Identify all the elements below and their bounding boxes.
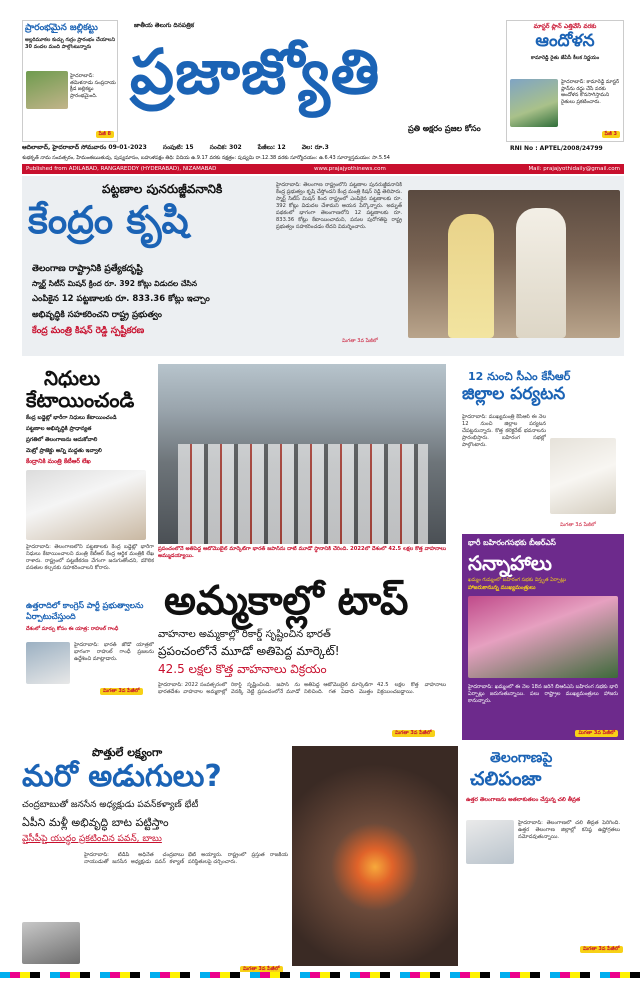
lead-deck-3: అభివృద్ధికి సహకరించని రాష్ట్ర ప్రభుత్వం: [32, 310, 162, 320]
cold-headline-2: చలిపంజా: [470, 768, 542, 790]
masthead-title: ప్రజాజ్యోతి: [130, 35, 381, 108]
left-teaser-subhead: అల్లరిమూకల కుచ్చు గుర్రం ప్రారంభం చేయాలని 30 వందల మంది పాల్గొంటున్నారు: [25, 37, 115, 50]
cold-photo: [292, 746, 458, 966]
auto-deck-2: ప్రపంచంలోనే మూడో అతిపెద్ద మార్కెట్!: [158, 644, 340, 658]
published-bar: [22, 164, 624, 174]
ktr-headline-2: కేటాయించండి: [26, 388, 135, 412]
left-teaser-photo: [26, 71, 68, 109]
ktr-subhead-0: కేంద్ర బడ్జెట్లో భారీగా నిధులు కేటాయించండి: [26, 415, 117, 421]
cold-headline-1: తెలంగాణపై: [490, 750, 553, 766]
website[interactable]: www.prajajyothinews.com: [314, 166, 386, 172]
cm-photo: [550, 438, 616, 514]
registration-strip: [0, 972, 640, 978]
lead-kicker: పట్టణాల పునరుజ్జీవనానికి: [102, 182, 223, 196]
congress-headline: ఉత్తరాదిలో కాంగ్రెస్ పార్టీ ప్రభుత్వాలను ఏర్పాటుచేస్తుంది: [26, 601, 144, 621]
auto-deck-1: వాహనాల అమ్మకాల్లో రికార్డ్ సృష్టించిన భారత్: [158, 629, 331, 640]
ktr-headline-1: నిధులు: [44, 366, 101, 390]
lead-photo: [408, 190, 620, 338]
dateline-bar: [22, 144, 506, 154]
congress-body: హైదరాబాద్: భారత్ జోడో యాత్రలో భాగంగా రాహుల్ గాంధీ ప్రజలను ఉద్దేశించి మాట్లాడారు.: [74, 642, 154, 662]
lead-body: హైదరాబాద్: తెలంగాణ రాష్ట్రంలోని పట్టణాల పునరుజ్జీవనానికి కేంద్ర ప్రభుత్వం కృషి చేస్తోందని కేంద్ర మంత్రి కిషన్ రెడ్డి తెలిపారు. స్మార్ట్ సిటీస్ మిషన్ కింద రాష్ట్రంలో ఎంపికైన పట్టణాలకు రూ. 392 కోట్లు విడుదల చేశామని ఆయన పేర్కొన్నారు. అమృత్ పథకంలో భాగంగా తెలంగాణలోని 12 పట్టణాలకు రూ. 833.36 కోట్లు కేటాయించామని, పనుల పురోగతిపై రాష్ట్ర ప్రభుత్వం సహకరించడం లేదని విమర్శించారు.: [276, 182, 402, 230]
right-teaser[interactable]: [506, 20, 624, 142]
person-left: [448, 214, 494, 338]
alliance-deck-3: వైసీపీపై యుద్ధం ప్రకటించిన పవన్, బాబు: [22, 834, 162, 844]
cm-body: హైదరాబాద్: ముఖ్యమంత్రి కేసీఆర్ ఈ నెల 12 నుంచి జిల్లాల పర్యటన చేపట్టనున్నారు. కొత్త కలెక్టరేట్ భవనాలను ప్రారంభిస్తారు. బహిరంగ సభల్లో పాల్గొంటారు.: [462, 414, 546, 448]
brs-subhead-2: హాజరుకానున్న ముఖ్యమంత్రులు: [468, 585, 536, 591]
left-teaser-headline: ప్రారంభమైన జల్లికట్టు: [25, 23, 98, 33]
right-teaser-kicker: మాస్టర్ ప్లాన్ ఎత్తివేసే వరకు: [533, 23, 597, 30]
lead-page-ref[interactable]: మిగతా 3వ పేజీలో: [342, 338, 378, 344]
ktr-subhead-3: మెట్రో ప్రాజెక్టు అన్ని మద్దతు ఇవ్వాలి: [26, 448, 102, 454]
dateline-date: ఆదిలాబాద్, హైదరాబాద్ సోమవారం 09-01-2023: [22, 144, 147, 151]
traffic-photo: [158, 364, 446, 544]
auto-deck-3: 42.5 లక్షల కొత్త వాహనాలు విక్రయం: [158, 662, 327, 676]
published-from: Published from ADILABAD, RANGAREDDY (HYDERABAD), NIZAMABAD: [26, 166, 217, 172]
ktr-attribution: కేంద్రానికి మంత్రి కేటీఆర్ లేఖ: [26, 458, 91, 465]
left-teaser-page-ref[interactable]: పేజీ 8: [96, 131, 114, 138]
alliance-page-ref[interactable]: మిగతా 3వ పేజీలో: [240, 966, 283, 973]
left-teaser[interactable]: [22, 20, 118, 142]
brs-subhead-1: ఖమ్మం గుమ్మంలో బహిరంగ సభకు విస్తృత ఏర్పాట్లు: [468, 577, 567, 583]
cold-subhead: ఉత్తర తెలంగాణను అతలాకుతలం చేస్తున్న చలి తీవ్రత: [466, 797, 581, 803]
brs-kicker: భారీ బహిరంగసభకు బీఆర్ఎస్: [468, 538, 556, 547]
lead-story: [22, 176, 624, 356]
ktr-subhead-2: ప్రగతిలో తెలంగాణను ఆదుకోవాలి: [26, 437, 98, 443]
brs-photo: [468, 596, 618, 678]
brs-page-ref[interactable]: మిగతా 3వ పేజీలో: [575, 730, 618, 737]
masthead-slogan: ప్రతి అక్షరం ప్రజల కోసం: [408, 124, 481, 133]
congress-page-ref[interactable]: మిగతా 3వ పేజీలో: [100, 688, 143, 695]
left-teaser-body: హైదరాబాద్: తమిళనాడు సంప్రదాయ క్రీడ జల్లికట్టు ప్రారంభమైంది.: [70, 73, 116, 99]
lead-attribution: కేంద్ర మంత్రి కిషన్ రెడ్డి స్పష్టీకరణ: [32, 326, 145, 336]
brs-headline: సన్నాహాలు: [468, 551, 552, 575]
right-teaser-headline: ఆందోళన: [535, 31, 595, 51]
right-teaser-photo: [510, 79, 558, 127]
congress-photo: [26, 642, 70, 684]
panchangam: శుభకృత్ నామ సంవత్సరం, హేమంతఋతువు, పుష్యమాసం, బహుళపక్షం తిథి: విదియ ఉ.9.17 వరకు నక్షత్రం: పుష్యమి రా.12.38 వరకు సూర్యోదయం: ఉ.6.43 సూర్యాస్తమయం: సా.5.54: [22, 155, 390, 161]
alliance-photo: [22, 922, 80, 964]
auto-caption: ప్రపంచంలోనే అతిపెద్ద ఆటోమొబైల్ మార్కెట్‌గా భారత్ జపాన్‌ను దాటి మూడో స్థానానికి చేరింది. 2022లో దేశంలో 42.5 లక్షల కొత్త వాహనాలు అమ్ముడయ్యాయి.: [158, 546, 446, 559]
traffic-road: [178, 444, 428, 544]
cold-thermo-photo: [466, 820, 514, 864]
alliance-deck-2: ఏపీని మళ్లీ అభివృద్ధి బాట పట్టిస్తాం: [22, 816, 169, 829]
masthead-tagline: జాతీయ తెలుగు దినపత్రిక: [134, 22, 194, 29]
ktr-body: హైదరాబాద్: తెలంగాణలోని పట్టణాలకు కేంద్ర బడ్జెట్లో భారీగా నిధులు కేటాయించాలని మంత్రి కేటీఆర్ కేంద్ర ఆర్థిక మంత్రికి లేఖ రాశారు. రాష్ట్రంలో పట్టణీకరణ వేగంగా జరుగుతోందని, మౌలిక వసతుల కల్పనకు సహకరించాలని కోరారు.: [26, 544, 154, 571]
brs-body: హైదరాబాద్: ఖమ్మంలో ఈ నెల 18న జరిగే బీఆర్ఎస్ బహిరంగ సభకు భారీ ఏర్పాట్లు జరుగుతున్నాయి. పలు రాష్ట్రాల ముఖ్యమంత్రులు హాజరు కానున్నారు.: [468, 684, 618, 704]
cold-page-ref[interactable]: మిగతా 3వ పేజీలో: [580, 946, 623, 953]
person-right: [516, 208, 566, 338]
rni-number: RNI No : APTEL/2008/24799: [510, 145, 603, 152]
cm-page-ref[interactable]: మిగతా 3వ పేజీలో: [560, 522, 596, 528]
auto-headline: అమ్మకాల్లో టాప్: [164, 578, 409, 624]
mail[interactable]: Mail: prajajyothidaily@gmail.com: [528, 166, 620, 172]
auto-body: హైదరాబాద్: 2022 సంవత్సరంలో భారతదేశం వాహనాల అమ్మకాల్లో రికార్డ్ సృష్టించింది. జపాన్ ను వెనక్కి నెట్టి ప్రపంచంలోనే మూడో అతిపెద్ద ఆటోమొబైల్ మార్కెట్‌గా నిలిచింది. గత ఏడాది మొత్తం 42.5 లక్షల కొత్త వాహనాలు విక్రయించబడ్డాయి.: [158, 682, 446, 695]
right-teaser-page-ref[interactable]: పేజీ 3: [602, 131, 620, 138]
alliance-kicker: పొత్తులే లక్ష్యంగా: [92, 746, 163, 759]
congress-subhead: దేశంలో మార్పు కోసం ఈ యాత్ర: రాహుల్ గాంధీ: [26, 626, 119, 632]
right-teaser-body: హైదరాబాద్: కామారెడ్డి మాస్టర్ ప్లాన్‌ను రద్దు చేసే వరకు ఆందోళన కొనసాగిస్తామని రైతులు ప్రకటించారు.: [561, 79, 620, 105]
dateline-price: వెల: రూ.3: [301, 144, 329, 151]
alliance-deck-1: చంద్రబాబుతో జనసేన అధ్యక్షుడు పవన్‌కళ్యాణ్ భేటీ: [22, 800, 199, 810]
alliance-headline: మరో అడుగులు?: [22, 759, 222, 794]
lead-deck-1: స్మార్ట్ సిటీస్ మిషన్ క్రింద రూ. 392 కోట్లు విడుదల చేసిన: [32, 279, 198, 288]
brs-story: [462, 534, 624, 740]
lead-deck-0: తెలంగాణ రాష్ట్రానికి ప్రత్యేకదృష్టి: [32, 264, 143, 274]
cm-headline-1: 12 నుంచి సీఎం కేసీఆర్: [468, 370, 571, 383]
cold-body: హైదరాబాద్: తెలంగాణలో చలి తీవ్రత పెరిగింది. ఉత్తర తెలంగాణ జిల్లాల్లో కనిష్ఠ ఉష్ణోగ్రతలు నమోదవుతున్నాయి.: [518, 820, 620, 840]
dateline-issue: సంచిక: 302: [209, 144, 242, 151]
cm-headline-2: జిల్లాల పర్యటన: [462, 384, 566, 404]
lead-headline: కేంద్రం కృషి: [28, 198, 189, 242]
alliance-body: హైదరాబాద్: టీడీపీ అధినేత చంద్రబాబు నాయుడుతో జనసేన అధ్యక్షుడు పవన్ కళ్యాణ్ భేటీ అయ్యారు. రాష్ట్రంలో ప్రస్తుత రాజకీయ పరిస్థితులపై చర్చించారు.: [84, 852, 288, 865]
ktr-photo: [26, 470, 146, 540]
dateline-pages: పేజీలు: 12: [257, 144, 286, 151]
auto-page-ref[interactable]: మిగతా 3వ పేజీలో: [392, 730, 435, 737]
lead-deck-2: ఎంపికైన 12 పట్టణాలకు రూ. 833.36 కోట్లు ఇచ్చాం: [32, 294, 210, 304]
dateline-volume: సంపుటి: 15: [162, 144, 194, 151]
right-teaser-subhead: కామారెడ్డి రైతు జేఏసీ కీలక నిర్ణయం: [530, 55, 600, 61]
ktr-subhead-1: పట్టణాల అభివృద్ధికి ప్రాధాన్యత: [26, 426, 92, 432]
